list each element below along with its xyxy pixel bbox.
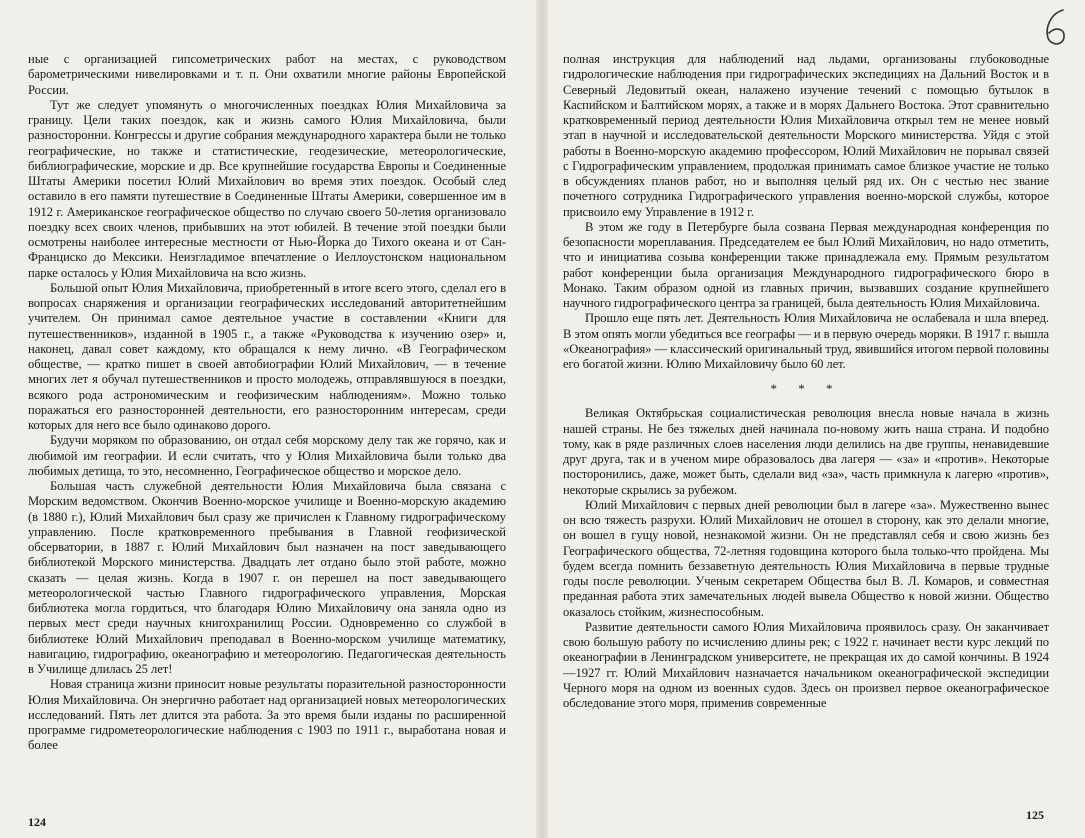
right-paragraph: Юлий Михайлович с первых дней революции был в лагере «за». Мужественно вынес он всю тяжесть разрухи. Юлий Михайлович не отошел в сторону, как это делали многие, он вошел в гущу новой, незнакомой жизни. Он не представлял себя и свою жизнь без Географического общества, 72-летняя годовщина которого была только-что пройдена. Мы будем всегда помнить беззаветную деятельность Юлия Михайловича в первые трудные годы после революции. Ученым секретарем Общества был В. Л. Комаров, и совместная преданная работа этих замечательных людей вывела Общество к новой жизни. Общество оказалось стойким, жизнеспособным.	[563, 497, 1049, 619]
left-paragraph: Будучи моряком по образованию, он отдал себя морскому делу так же горячо, как и любимой им географии. И если считать, что у Юлия Михайловича были только два любимых детища, то это, несомненно, Географическое общество и морское дело.	[28, 433, 506, 478]
right-paragraph: В этом же году в Петербурге была созвана Первая международная конференция по безопасности мореплавания. Председателем ее был Юлий Михайлович, но надо отметить, что и инициатива созыва конференции также принадлежала ему. Прямым результатом работ конференции была организация Международного гидрографического бюро в Монако. Таким образом одной из главных причин, вызвавших создание крупнейшего научного гидрографического центра за границей, была деятельность Юлия Михайловича.	[563, 219, 1049, 310]
right-page	[563, 52, 1049, 711]
left-paragraph: Большой опыт Юлия Михайловича, приобретенный в итоге всего этого, сделал его в вопросах снаряжения и организации географических исследований авторитетнейшим учителем. Он принимал самое деятельное участие в составлении «Книги для путешественников», изданной в 1905 г., а также «Руководства к изучению озер» и, наконец, давал совет каждому, кто обращался к нему лично. «В Географическом обществе, — кратко пишет в своей автобиографии Юлий Михайлович, — в течение многих лет я обучал путешественников и просто молодежь, отправлявшуюся в поездки, всякого рода астрономическим и геофизическим наблюдениям». Можно только поражаться его разносторонней деятельности, его разносторонним интересам, среди которых для него все было одинаково дорого.	[28, 280, 506, 432]
left-page	[28, 52, 506, 754]
page-number-right: 125	[1026, 808, 1044, 822]
page-number-left: 124	[28, 815, 46, 829]
left-paragraph: Большая часть служебной деятельности Юлия Михайловича была связана с Морским ведомством. Окончив Военно-морское училище и Военно-морскую академию (в 1880 г.), Юлий Михайлович был сразу же причислен к Главному гидрографическому управлению. После кратковременного пребывания в Главной геофизической обсерватории, в 1887 г. Юлий Михайлович был назначен на пост заведывающего библиотекой Морского министерства. Двадцать лет отдано было этой работе, можно сказать — целая жизнь. Когда в 1907 г. он перешел на пост заведывающего метеорологической частью Главного гидрографического управления, Морская библиотека могла гордиться, что благодаря Юлию Михайловичу она заняла одно из первых мест среди научных книгохранилищ России. Одновременно со службой в библиотеке Юлий Михайлович преподавал в Военно-морском училище математику, навигацию, гидрографию, океанографию и метеорологию. Педагогическая деятельность в Училище длилась 25 лет!	[28, 479, 506, 676]
right-paragraph: полная инструкция для наблюдений над льдами, организованы глубоководные гидрологические наблюдения при гидрографических экспедициях на Дальний Восток и в Северный Ледовитый океан, налажено изучение течений с помощью бутылок в Каспийском и Балтийском морях, а также и в морях Дальнего Востока. Этот сравнительно кратковременный период деятельности Юлия Михайловича открыл тем не менее новый этап в научной и исследовательской деятельности Морского министерства. Уйдя с этой работы в Военно-морскую академию профессором, Юлий Михайлович не порывал связей с Гидрографическим управлением, продолжая принимать самое близкое участие не только в обсуждениях планов работ, но и выполняя целый ряд их. Он с честью нес звание почетного сотрудника Гидрографического управления военно-морской службы, которое присвоило ему Управление в 1912 г.	[563, 52, 1049, 219]
section-separator: * * *	[770, 381, 842, 397]
right-paragraph: Развитие деятельности самого Юлия Михайловича проявилось сразу. Он заканчивает свою большую работу по исчислению длины рек; с 1922 г. начинает вести курс лекций по океанографии в Ленинградском университете, не прекращая их до самой кончины. В 1924—1927 гг. Юлий Михайлович назначается начальником океанографической экспедиции Черного моря на одном из военных судов. Здесь он произвел первое океанографическое обследование этого моря, применив современные	[563, 619, 1049, 710]
right-paragraph: Прошло еще пять лет. Деятельность Юлия Михайловича не ослабевала и шла вперед. В этом опять могли убедиться все географы — и в первую очередь моряки. В 1917 г. вышла «Океанография» — классический оригинальный труд, явившийся итогом первой половины его богатой жизни. Юлию Михайловичу было 60 лет.	[563, 311, 1049, 371]
left-paragraph: Тут же следует упомянуть о многочисленных поездках Юлия Михайловича за границу. Цели таких поездок, как и жизнь самого Юлия Михайловича, были разносторонни. Конгрессы и другие собрания международного характера были не только географические, но также и статистические, геодезические, метеорологические, библиографические, морские и др. Все крупнейшие государства Европы и Соединенные Штаты Америки посетил Юлий Михайлович во время этих поездок. Особый след оставило в его памяти путешествие в Соединенные Штаты Америки, совершенное им в 1912 г. Американское географическое общество по случаю своего 50-летия организовало поездку всех своих членов, прибывших на этот юбилей. В течение этой поездки были осмотрены наиболее интересные местности от Нью-Йорка до Тихого океана и от Сан-Франциско до Мексики. Неизгладимое впечатление о Иеллоустонском национальном парке осталось у Юлия Михайловича на всю жизнь.	[28, 97, 506, 280]
handwritten-page-mark	[1036, 4, 1076, 50]
right-paragraph: Великая Октябрьская социалистическая революция внесла новые начала в жизнь нашей страны. Не без тяжелых дней начинала по-новому жить наша страна. И подобно тому, как в ряде различных слоев населения люди делились на две группы, ненавидевшие друг друга, так и в ученом мире образовалось два лагеря — «за» и «против». Некоторые посторонились, даже, может быть, сделали вид «за», часть примкнула к лагерю «против», некоторые скрылись за рубежом.	[563, 406, 1049, 497]
left-paragraph: ные с организацией гипсометрических работ на местах, с руководством барометрическими нивелировками и т. п. Они охватили многие районы Европейской России.	[28, 52, 506, 97]
left-paragraph: Новая страница жизни приносит новые результаты поразительной разносторонности Юлия Михайловича. Он энергично работает над организацией новых метеорологических исследований. Пять лет длится эта работа. За это время были изданы по расширенной программе гидрометеорологические наблюдения с 1903 по 1911 г., выработана новая и более	[28, 677, 506, 753]
book-gutter	[536, 0, 548, 838]
